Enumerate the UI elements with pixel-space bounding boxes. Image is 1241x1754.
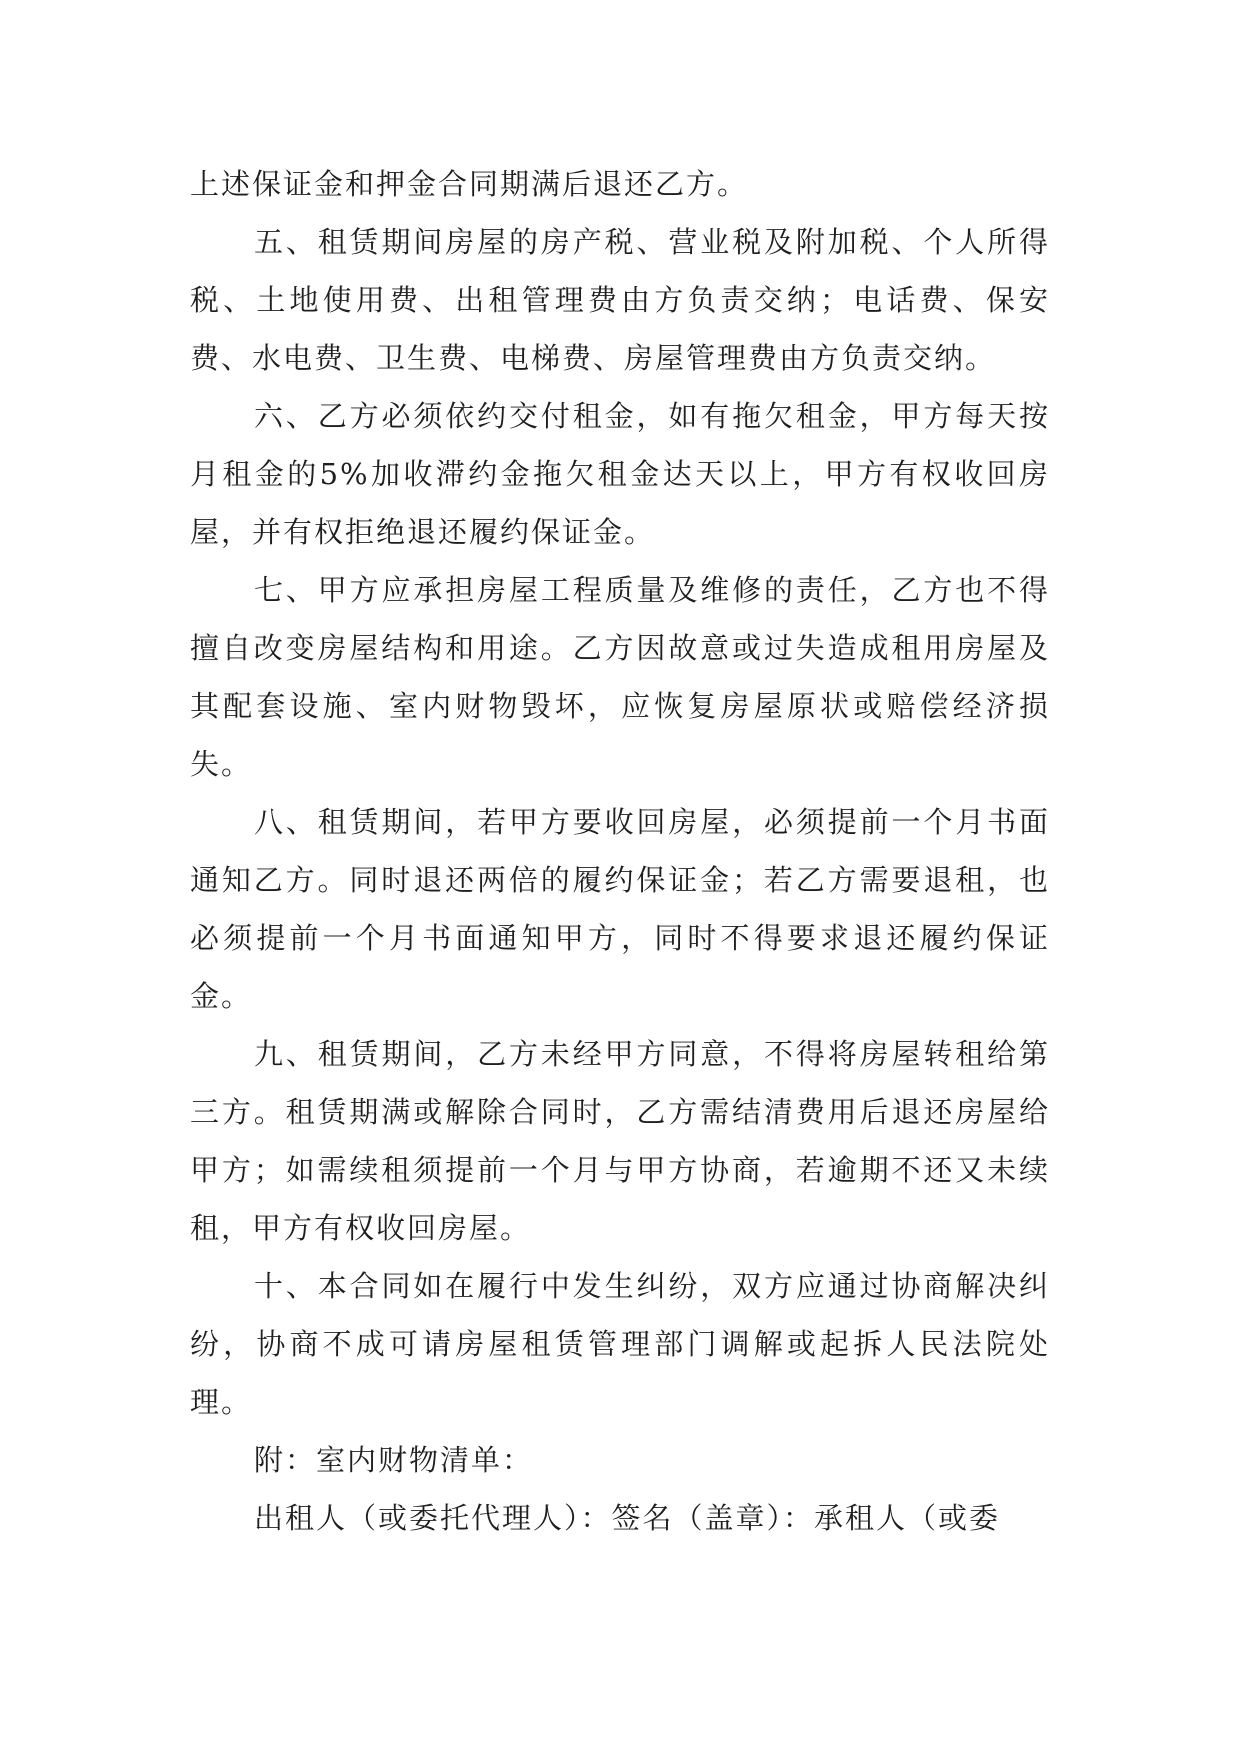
paragraph-clause-10: 十、本合同如在履行中发生纠纷，双方应通过协商解决纠纷，协商不成可请房屋租赁管理部门调解或起拆人民法院处理。 (190, 1269, 1050, 1419)
document-body (190, 155, 1050, 1547)
paragraph-clause-7: 七、甲方应承担房屋工程质量及维修的责任，乙方也不得擅自改变房屋结构和用途。乙方因故意或过失造成租用房屋及其配套设施、室内财物毁坏，应恢复房屋原状或赔偿经济损失。 (190, 573, 1050, 781)
paragraph-clause-6: 六、乙方必须依约交付租金，如有拖欠租金，甲方每天按月租金的5%加收滞约金拖欠租金达天以上，甲方有权收回房屋，并有权拒绝退还履约保证金。 (190, 399, 1050, 549)
paragraph-clause-5: 五、租赁期间房屋的房产税、营业税及附加税、个人所得税、土地使用费、出租管理费由方负责交纳；电话费、保安费、水电费、卫生费、电梯费、房屋管理费由方负责交纳。 (190, 225, 1050, 375)
paragraph-continuation: 上述保证金和押金合同期满后退还乙方。 (190, 167, 749, 201)
paragraph-clause-8: 八、租赁期间，若甲方要收回房屋，必须提前一个月书面通知乙方。同时退还两倍的履约保证金；若乙方需要退租，也必须提前一个月书面通知甲方，同时不得要求退还履约保证金。 (190, 805, 1050, 1013)
paragraph-appendix: 附：室内财物清单： (254, 1443, 534, 1477)
paragraph-signature-line: 出租人（或委托代理人）：签名（盖章）：承租人（或委 (254, 1501, 1001, 1535)
paragraph-clause-9: 九、租赁期间，乙方未经甲方同意，不得将房屋转租给第三方。租赁期满或解除合同时，乙方需结清费用后退还房屋给甲方；如需续租须提前一个月与甲方协商，若逾期不还又未续租，甲方有权收回房屋。 (190, 1037, 1050, 1245)
